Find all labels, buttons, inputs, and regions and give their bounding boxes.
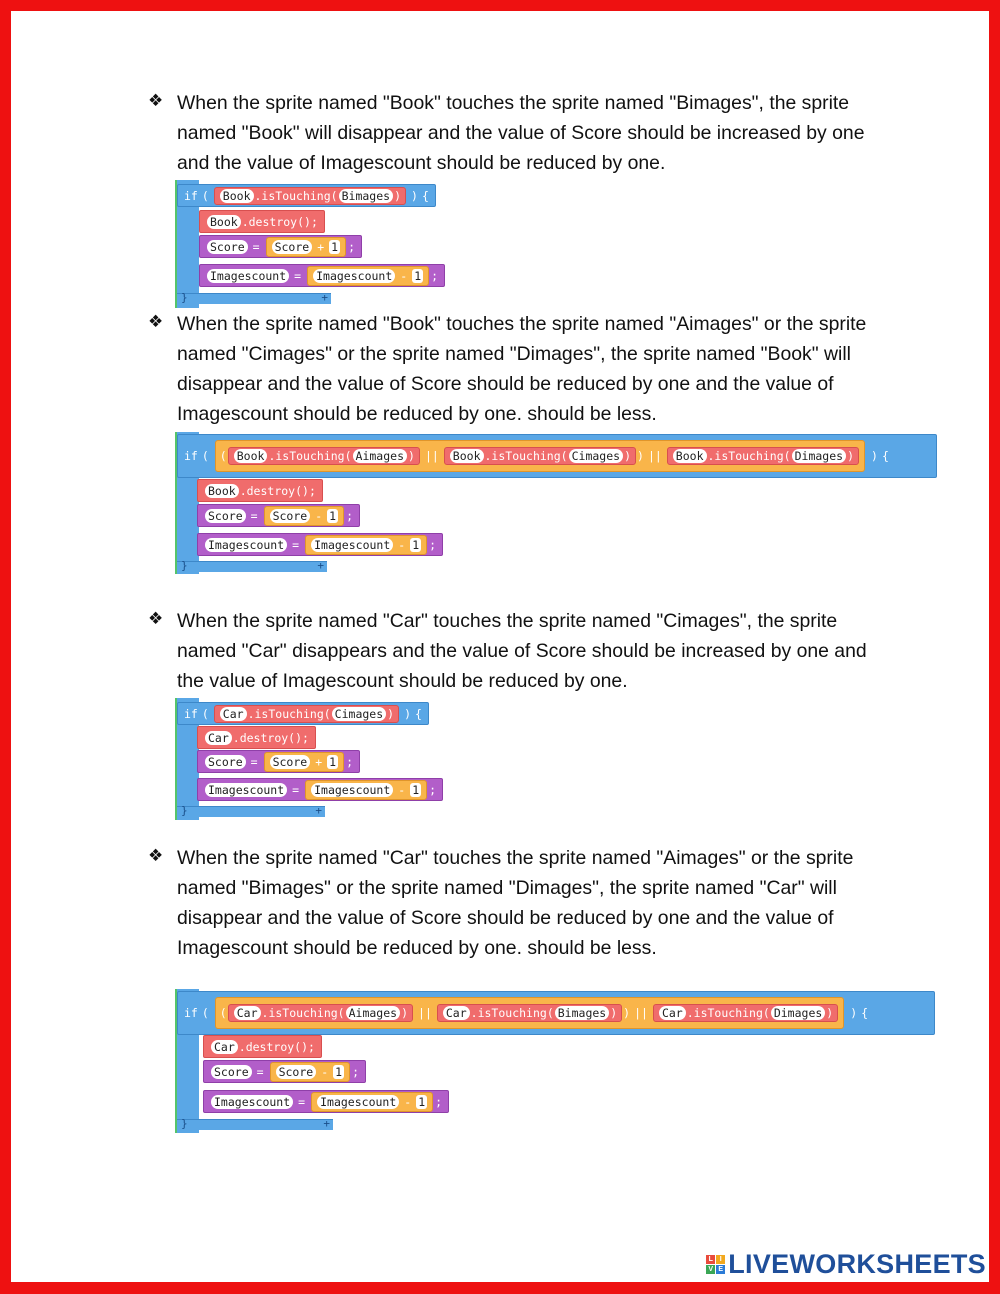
instruction-2 [148,309,888,429]
add-statement-button[interactable]: + [315,804,322,817]
imagescount-assignment[interactable]: Imagescount = Imagescount - 1 ; [197,533,443,556]
if-statement[interactable]: if ( ( Book .isTouching( Aimages ) || Book .isTouching( Cimages ) ) || Book .isTouching( Dimages ) ) { [177,434,937,478]
destroy-statement[interactable]: Car .destroy(); [197,726,316,749]
condition: Book .isTouching( Bimages ) [214,187,406,205]
destroy-statement[interactable]: Car .destroy(); [203,1035,322,1058]
code-block-4 [177,989,935,1133]
instruction-text: When the sprite named "Car" touches the sprite named "Cimages", the sprite named "Car" disappears and the value of Score should be increased by one and the value of Imagescount should be reduced by one. [177,610,867,692]
liveworksheets-logo [706,1249,986,1280]
block-footer: } + [177,561,327,572]
bullet-icon: ❖ [148,609,164,629]
bullet-icon: ❖ [148,846,164,866]
code-block-1 [177,180,457,308]
score-assignment[interactable]: Score = Score + 1 ; [199,235,362,258]
instruction-1 [148,88,888,178]
score-assignment[interactable]: Score = Score - 1 ; [197,504,360,527]
condition: Car .isTouching( Cimages ) [214,705,399,723]
instruction-text: When the sprite named "Book" touches the sprite named "Bimages", the sprite named "Book" will disappear and the value of Score should be increased by one and the value of Imagescount should be reduced by one. [177,92,865,174]
add-statement-button[interactable]: + [323,1117,330,1130]
block-footer: } + [177,1119,333,1130]
bullet-icon: ❖ [148,312,164,332]
block-footer: } + [177,293,331,304]
imagescount-assignment[interactable]: Imagescount = Imagescount - 1 ; [203,1090,449,1113]
imagescount-assignment[interactable]: Imagescount = Imagescount - 1 ; [199,264,445,287]
bullet-icon: ❖ [148,91,164,111]
code-block-3 [177,698,452,820]
add-statement-button[interactable]: + [321,291,328,304]
code-block-2 [177,432,937,574]
destroy-statement[interactable]: Book .destroy(); [197,479,323,502]
if-statement[interactable]: if ( Car .isTouching( Cimages ) ) { [177,702,429,725]
or-condition: ( Book .isTouching( Aimages ) || Book .isTouching( Cimages ) ) || Book .isTouching( Dimages ) [215,440,865,472]
imagescount-assignment[interactable]: Imagescount = Imagescount - 1 ; [197,778,443,801]
destroy-statement[interactable]: Book .destroy(); [199,210,325,233]
if-statement[interactable]: if ( ( Car .isTouching( Aimages ) || Car .isTouching( Bimages ) ) || Car .isTouching( Dimages ) ) { [177,991,935,1035]
instruction-3 [148,606,888,696]
or-condition: ( Car .isTouching( Aimages ) || Car .isTouching( Bimages ) ) || Car .isTouching( Dimages ) [215,997,844,1029]
instruction-text: When the sprite named "Book" touches the sprite named "Aimages" or the sprite named "Cimages" or the sprite named "Dimages", the sprite named "Book" will disappear and the value of Score should be reduced by one and the value of Imagescount should be reduced by one. should be less. [177,313,867,425]
block-footer: } + [177,806,325,817]
instruction-text: When the sprite named "Car" touches the sprite named "Aimages" or the sprite named "Bimages" or the sprite named "Dimages", the sprite named "Car" will disappear and the value of Score should be reduced by one and the value of Imagescount should be reduced by one. should be less. [177,847,854,959]
score-assignment[interactable]: Score = Score - 1 ; [203,1060,366,1083]
logo-text: LIVEWORKSHEETS [728,1249,986,1279]
if-statement[interactable]: if ( Book .isTouching( Bimages ) ) { [177,184,436,207]
add-statement-button[interactable]: + [317,559,324,572]
instruction-4 [148,843,888,963]
logo-squares-icon: L I V E [706,1255,725,1274]
score-assignment[interactable]: Score = Score + 1 ; [197,750,360,773]
